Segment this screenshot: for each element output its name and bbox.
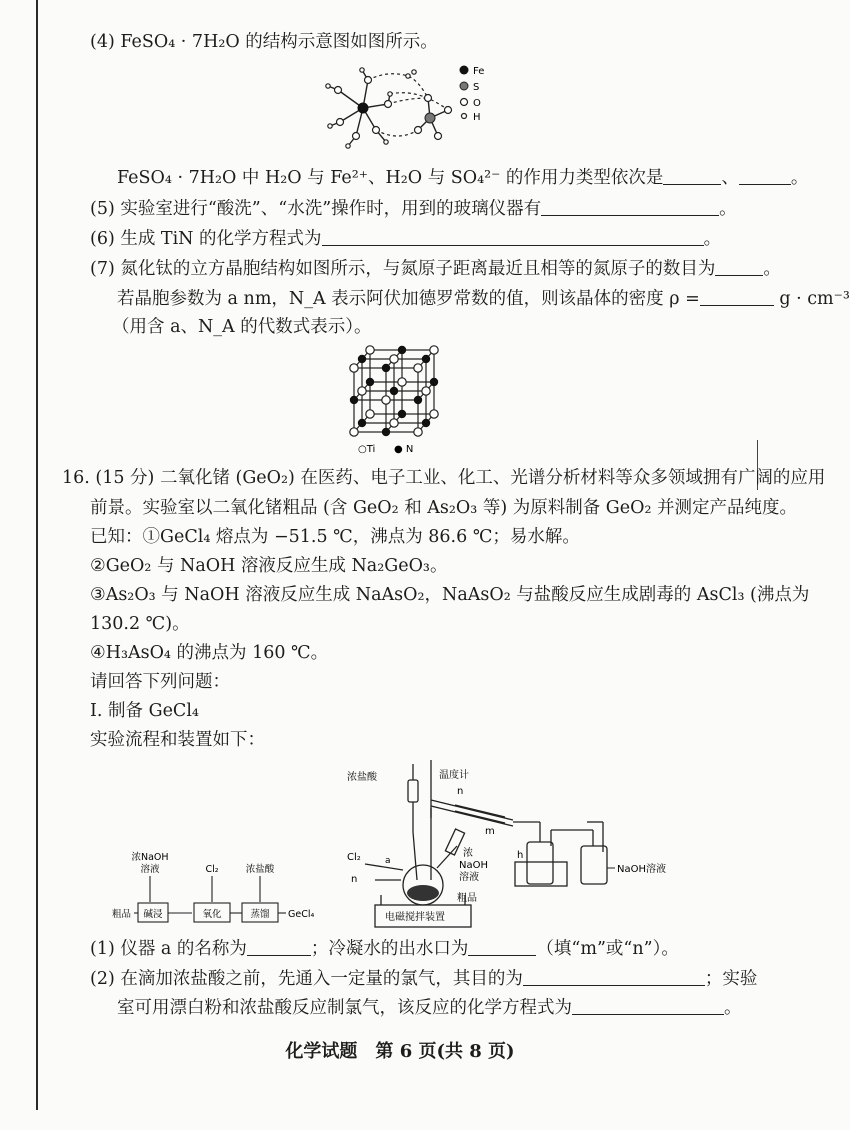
- tin-unit-cell-figure: [340, 342, 445, 456]
- label-naoh-trap: NaOH溶液: [617, 864, 666, 875]
- q5-blank[interactable]: [541, 198, 719, 216]
- q7-blank-2[interactable]: [700, 288, 774, 306]
- flow-reagent-hcl: 浓盐酸: [245, 864, 275, 875]
- q4-question: FeSO₄ · 7H₂O 中 H₂O 与 Fe²⁺、H₂O 与 SO₄²⁻ 的作用力类型依次是 、 。: [117, 168, 809, 188]
- legend-s: S: [473, 82, 480, 93]
- label-m: m: [485, 826, 495, 837]
- q16-known2: ②GeO₂ 与 NaOH 溶液反应生成 Na₂GeO₃。: [90, 556, 448, 576]
- process-flow-diagram: [110, 850, 325, 930]
- label-a: a: [385, 856, 391, 866]
- ice-bath: [515, 862, 567, 886]
- q16-known4: ④H₃AsO₄ 的沸点为 160 ℃。: [90, 643, 329, 663]
- page-left-border: [36, 0, 38, 1110]
- q16-flow-intro: 实验流程和装置如下：: [90, 730, 265, 750]
- q16-part1: Ⅰ. 制备 GeCl₄: [90, 701, 199, 721]
- flow-reagent-naoh-1: 浓NaOH: [131, 852, 169, 863]
- q7-line3: （用含 a、N_A 的代数式表示）。: [112, 317, 372, 337]
- sub2-blank-1[interactable]: [523, 968, 705, 986]
- collection-bottle: [527, 842, 553, 884]
- flow-step-3: 蒸馏: [250, 909, 270, 920]
- flow-reagent-naoh-2: 溶液: [140, 864, 160, 875]
- label-naoh-inner-1: 浓: [463, 848, 473, 859]
- separatory-funnel-a: [445, 829, 464, 855]
- flow-reagent-cl2: Cl₂: [205, 864, 219, 875]
- q16-sub2-cont: 室可用漂白粉和浓盐酸反应制氯气，该反应的化学方程式为 。: [117, 998, 742, 1018]
- label-cl2: Cl₂: [347, 852, 361, 863]
- label-n-top: n: [457, 786, 464, 797]
- flow-step-2: 氧化: [202, 909, 222, 920]
- legend-h: H: [473, 112, 481, 123]
- label-naoh-inner-3: 溶液: [459, 872, 479, 883]
- sub1-blank-1[interactable]: [247, 938, 311, 956]
- flow-start: 粗品: [112, 909, 132, 920]
- label-stirrer: 电磁搅拌装置: [385, 912, 445, 923]
- sub1-blank-2[interactable]: [468, 938, 536, 956]
- label-hcl: 浓盐酸: [347, 772, 377, 783]
- feso4-structure-figure: [318, 58, 508, 156]
- label-naoh-inner-2: NaOH: [459, 860, 488, 871]
- q16-line1: 16. (15 分) 二氧化锗 (GeO₂) 在医药、电子工业、化工、光谱分析材料等众多领域拥有广阔的应用: [62, 468, 826, 488]
- label-h: h: [517, 850, 524, 861]
- apparatus-diagram: [345, 760, 690, 932]
- q16-line2: 前景。实验室以二氧化锗粗品 (含 GeO₂ 和 As₂O₃ 等) 为原料制备 GeO₂ 并测定产品纯度。: [90, 498, 798, 518]
- q4-blank-2[interactable]: [739, 167, 791, 185]
- q7-line2: 若晶胞参数为 a nm，N_A 表示阿伏加德罗常数的值，则该晶体的密度 ρ = g · cm⁻³: [117, 289, 850, 309]
- q5-line: (5) 实验室进行“酸洗”、“水洗”操作时，用到的玻璃仪器有 。: [90, 199, 737, 219]
- legend-n: ● N: [394, 444, 414, 455]
- q16-sub1: (1) 仪器 a 的名称为 ；冷凝水的出水口为 （填“m”或“n”）。: [90, 939, 679, 959]
- legend-o: O: [473, 98, 481, 109]
- q16-prompt: 请回答下列问题：: [90, 672, 230, 692]
- label-crude: 粗品: [457, 893, 477, 904]
- q16-sub2: (2) 在滴加浓盐酸之前，先通入一定量的氯气，其目的为 ；实验: [90, 969, 758, 989]
- flow-step-1: 碱浸: [143, 909, 163, 920]
- legend-fe: Fe: [473, 66, 485, 77]
- dropping-funnel: [408, 780, 418, 802]
- q7-blank-1[interactable]: [715, 258, 763, 276]
- flow-product: GeCl₄: [288, 909, 315, 920]
- q6-line: (6) 生成 TiN 的化学方程式为 。: [90, 229, 722, 249]
- q7-line1: (7) 氮化钛的立方晶胞结构如图所示，与氮原子距离最近且相等的氮原子的数目为 。: [90, 259, 781, 279]
- legend-ti: ○Ti: [358, 444, 376, 455]
- q4-heading: (4) FeSO₄ · 7H₂O 的结构示意图如图所示。: [90, 32, 438, 52]
- q16-known3b: 130.2 ℃)。: [90, 614, 190, 634]
- label-thermometer: 温度计: [439, 770, 469, 781]
- sub2-blank-2[interactable]: [572, 997, 724, 1015]
- q16-known1: 已知：①GeCl₄ 熔点为 −51.5 ℃，沸点为 86.6 ℃；易水解。: [90, 527, 580, 547]
- q6-blank[interactable]: [322, 228, 704, 246]
- q4-blank-1[interactable]: [663, 167, 721, 185]
- label-n-side: n: [351, 874, 358, 885]
- page-footer: 化学试题 第 6 页(共 8 页): [285, 1041, 515, 1062]
- q16-known3a: ③As₂O₃ 与 NaOH 溶液反应生成 NaAsO₂，NaAsO₂ 与盐酸反应生成剧毒的 AsCl₃ (沸点为: [90, 585, 810, 605]
